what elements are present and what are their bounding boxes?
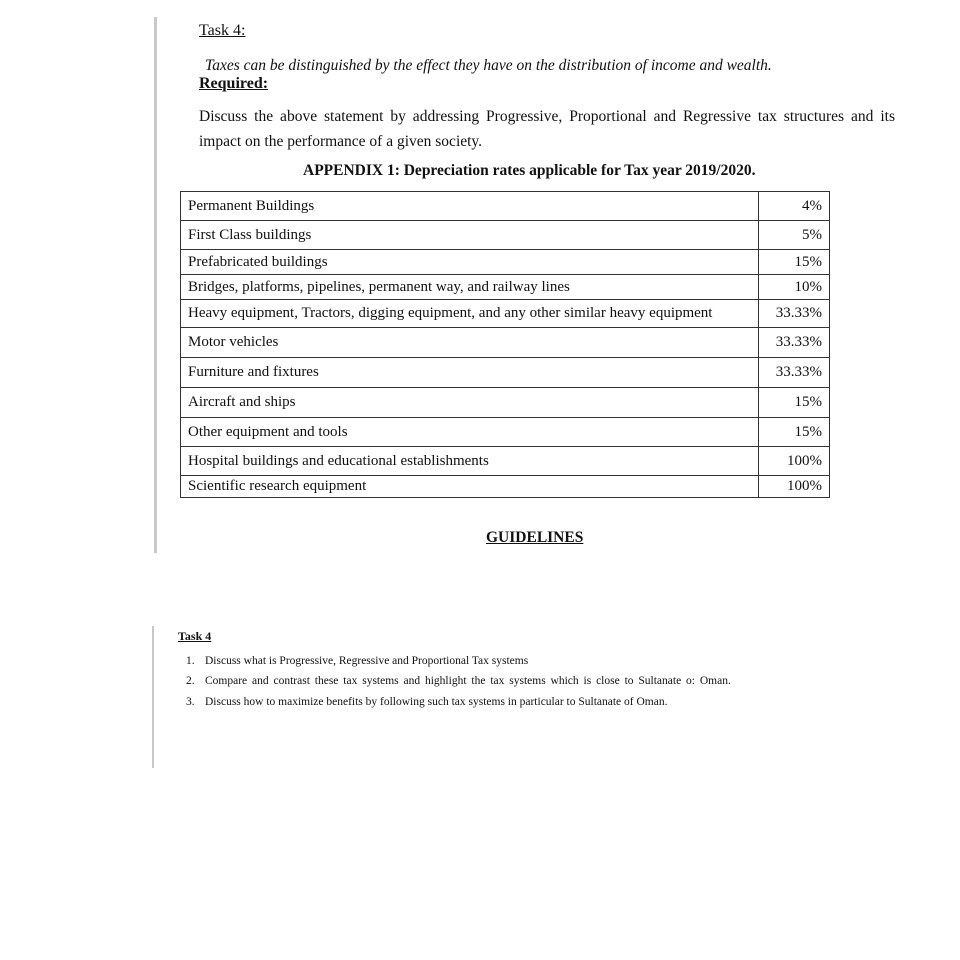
list-text: Compare and contrast these tax systems and highlight the tax systems which is close to Sultanate o: Oman. — [205, 675, 731, 687]
list-item — [186, 651, 731, 671]
list-number: 3. — [186, 696, 195, 708]
table-row — [181, 447, 830, 476]
list-number: 1. — [186, 655, 195, 667]
rate-cell: 15% — [759, 250, 830, 275]
asset-cell: Permanent Buildings — [181, 192, 759, 221]
table-row — [181, 388, 830, 418]
task-statement: Taxes can be distinguished by the effect they have on the distribution of income and wealth. — [205, 57, 772, 74]
appendix-title: APPENDIX 1: Depreciation rates applicable for Tax year 2019/2020. — [303, 162, 756, 179]
rate-cell: 5% — [759, 221, 830, 250]
task-heading: Task 4: — [199, 22, 246, 39]
table-row — [181, 250, 830, 275]
list-number: 2. — [186, 675, 195, 687]
asset-cell: Aircraft and ships — [181, 388, 759, 418]
task-discussion: Discuss the above statement by addressing Progressive, Proportional and Regressive tax structures and its impact on the performance of a given society. — [199, 108, 895, 150]
page-margin-line — [154, 17, 157, 553]
asset-cell: Furniture and fixtures — [181, 358, 759, 388]
rate-cell: 15% — [759, 388, 830, 418]
list-item — [186, 692, 731, 712]
asset-cell: Scientific research equipment — [181, 476, 759, 498]
list-text: Discuss how to maximize benefits by following such tax systems in particular to Sultanate of Oman. — [205, 696, 668, 708]
list-text: Discuss what is Progressive, Regressive and Proportional Tax systems — [205, 655, 529, 667]
rate-cell: 4% — [759, 192, 830, 221]
guidelines-task-label: Task 4 — [178, 629, 212, 643]
rate-cell: 33.33% — [759, 358, 830, 388]
table-row — [181, 300, 830, 328]
table-row — [181, 221, 830, 250]
rate-cell: 100% — [759, 447, 830, 476]
table-row — [181, 418, 830, 447]
table-row — [181, 358, 830, 388]
rate-cell: 10% — [759, 275, 830, 300]
asset-cell: Prefabricated buildings — [181, 250, 759, 275]
asset-cell: Motor vehicles — [181, 328, 759, 358]
page-margin-line — [152, 626, 154, 768]
rate-cell: 33.33% — [759, 328, 830, 358]
rate-cell: 33.33% — [759, 300, 830, 328]
guidelines-heading: GUIDELINES — [486, 529, 584, 546]
asset-cell: First Class buildings — [181, 221, 759, 250]
required-label: Required: — [199, 75, 269, 92]
list-item — [186, 672, 731, 690]
rate-cell: 15% — [759, 418, 830, 447]
table-row — [181, 275, 830, 300]
asset-cell: Heavy equipment, Tractors, digging equipment, and any other similar heavy equipment — [181, 300, 759, 328]
table-row — [181, 192, 830, 221]
asset-cell: Other equipment and tools — [181, 418, 759, 447]
depreciation-rates-table — [180, 191, 830, 498]
table-row — [181, 476, 830, 498]
rate-cell: 100% — [759, 476, 830, 498]
table-row — [181, 328, 830, 358]
asset-cell: Hospital buildings and educational establishments — [181, 447, 759, 476]
asset-cell: Bridges, platforms, pipelines, permanent way, and railway lines — [181, 275, 759, 300]
guidelines-list — [186, 651, 731, 712]
